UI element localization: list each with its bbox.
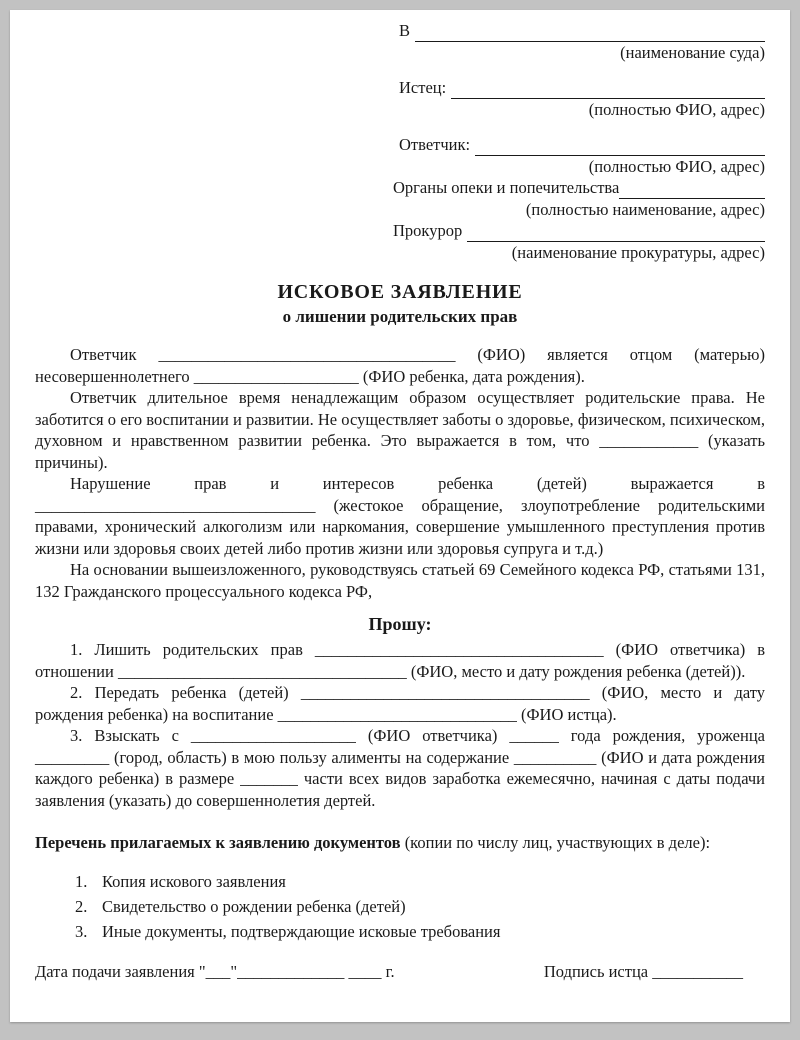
attachment-item-text: Копия искового заявления: [102, 871, 286, 891]
prosecutor-line: [393, 220, 765, 242]
request-item-2: 2. Передать ребенка (детей) ___________________________________ (ФИО, место и дату рождения ребенка) на воспитание _____________________________ (ФИО истца).: [35, 683, 765, 724]
attachment-item: [75, 919, 765, 944]
guardianship-caption: (полностью наименование, адрес): [525, 199, 765, 219]
attachment-item-text: Иные документы, подтверждающие исковые требования: [102, 921, 501, 941]
paragraph-rights-violation: Нарушение прав и интересов ребенка (детей) выражается в __________________________________ (жестокое обращение, злоупотребление родительскими правами, хронический алкоголизм или наркомания, совершение умышленного преступления против жизни или здоровья своих детей либо против жизни или здоровья супруга и т.д.): [35, 474, 765, 558]
court-header-block-wide: [393, 177, 765, 263]
paragraph-defendant-intro: Ответчик ____________________________________ (ФИО) является отцом (матерью) несовершеннолетнего ____________________ (ФИО ребенка, дата рождения).: [35, 345, 765, 386]
attachment-item: [75, 894, 765, 919]
document-body: [35, 344, 765, 602]
document-title: ИСКОВОЕ ЗАЯВЛЕНИЕ: [277, 281, 523, 303]
prosecutor-caption: (наименование прокуратуры, адрес): [511, 242, 765, 262]
attachments-heading: [35, 832, 765, 854]
paragraph-legal-basis: На основании вышеизложенного, руководствуясь статьей 69 Семейного кодекса РФ, статьями 131, 132 Гражданского процессуального кодекса РФ,: [35, 560, 765, 601]
paragraph-neglect-description: Ответчик длительное время ненадлежащим образом осуществляет родительские права. Не заботится о его воспитании и развитии. Не осуществляет заботы о здоровье, физическом, психическом, духовном и нравственном развитии ребенка. Это выражается в том, что ____________ (указать причины).: [35, 388, 765, 472]
request-heading: Прошу:: [368, 614, 432, 634]
prosecutor-blank-line: [467, 224, 765, 242]
court-caption: (наименование суда): [620, 42, 765, 62]
defendant-line: [399, 134, 765, 156]
court-label: В: [399, 21, 411, 40]
plaintiff-label: Истец:: [399, 78, 447, 97]
guardianship-line: [393, 177, 765, 199]
guardianship-label: Органы опеки и попечительства: [393, 178, 620, 197]
plaintiff-line: [399, 77, 765, 99]
guardianship-blank-line: [619, 181, 765, 199]
court-line: [399, 20, 765, 42]
document-page: [10, 10, 790, 1022]
document-subtitle: о лишении родительских прав: [282, 307, 518, 326]
footer: [35, 961, 765, 983]
attachment-item-number: 1.: [75, 871, 88, 891]
request-item-1: 1. Лишить родительских прав ___________________________________ (ФИО ответчика) в отношении ___________________________________ (ФИО, место и дату рождения ребенка (детей)).: [35, 640, 765, 681]
attachment-item: [75, 869, 765, 894]
attachment-item-number: 3.: [75, 921, 88, 941]
attachment-item-number: 2.: [75, 896, 88, 916]
spacer: [399, 120, 765, 134]
filing-date-label: Дата подачи заявления "___"_____________ ____ г.: [35, 961, 395, 981]
plaintiff-blank-line: [451, 81, 765, 99]
defendant-caption: (полностью ФИО, адрес): [588, 156, 765, 176]
court-header-block: [399, 20, 765, 177]
plaintiff-caption: (полностью ФИО, адрес): [588, 99, 765, 119]
spacer: [399, 63, 765, 77]
attachment-item-text: Свидетельство о рождении ребенка (детей): [102, 896, 406, 916]
attachments-list: [75, 869, 765, 944]
defendant-label: Ответчик:: [399, 135, 471, 154]
request-item-3: 3. Взыскать с ____________________ (ФИО ответчика) ______ года рождения, уроженца _________ (город, область) в мою пользу алименты на содержание __________ (ФИО и дата рождения каждого ребенка) в размере _______ части всех видов заработка ежемесячно, начиная с даты подачи заявления (указать) до совершеннолетия дертей.: [35, 726, 765, 810]
prosecutor-label: Прокурор: [393, 221, 463, 240]
defendant-blank-line: [475, 138, 765, 156]
court-blank-line: [415, 24, 765, 42]
attachments-heading-rest: (копии по числу лиц, участвующих в деле):: [400, 833, 711, 852]
plaintiff-signature-label: Подпись истца ___________: [543, 961, 743, 981]
attachments-heading-bold: Перечень прилагаемых к заявлению документов: [35, 833, 401, 852]
